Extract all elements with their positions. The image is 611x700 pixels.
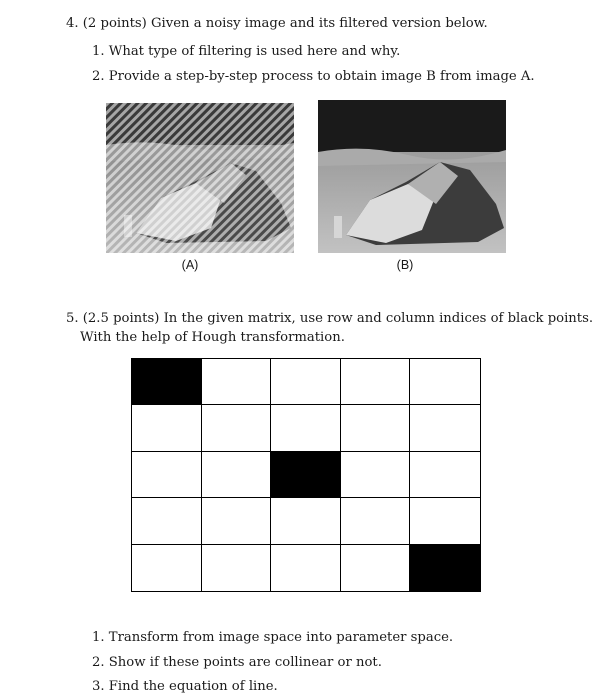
matrix-cell bbox=[202, 405, 272, 451]
matrix-cell-black bbox=[410, 545, 480, 591]
q4-header: 4. (2 points) Given a noisy image and its filtered version below. bbox=[66, 16, 488, 31]
matrix-cell bbox=[132, 452, 202, 498]
matrix-cell bbox=[410, 452, 480, 498]
matrix-cell bbox=[341, 405, 411, 451]
matrix-cell bbox=[341, 498, 411, 544]
matrix-cell-black bbox=[132, 359, 202, 405]
q5-item-1: 1. Transform from image space into parameter space. bbox=[92, 630, 454, 645]
matrix-cell bbox=[410, 498, 480, 544]
q5-header-line2: With the help of Hough transformation. bbox=[80, 330, 345, 345]
matrix-cell bbox=[410, 359, 480, 405]
binary-matrix bbox=[131, 358, 481, 592]
matrix-cell bbox=[202, 359, 272, 405]
matrix-cell bbox=[271, 405, 341, 451]
q4-item-1: 1. What type of filtering is used here and why. bbox=[92, 44, 401, 59]
matrix-cell-black bbox=[271, 452, 341, 498]
matrix-cell bbox=[341, 359, 411, 405]
image-b-filtered bbox=[318, 100, 506, 253]
q5-header-line1: 5. (2.5 points) In the given matrix, use row and column indices of black points. bbox=[66, 311, 594, 326]
matrix-cell bbox=[132, 405, 202, 451]
matrix-cell bbox=[410, 405, 480, 451]
matrix-cell bbox=[132, 545, 202, 591]
caption-a: (A) bbox=[181, 258, 199, 272]
q5-item-2: 2. Show if these points are collinear or not. bbox=[92, 655, 382, 670]
matrix-cell bbox=[271, 359, 341, 405]
matrix-cell bbox=[341, 545, 411, 591]
matrix-cell bbox=[271, 498, 341, 544]
matrix-cell bbox=[202, 545, 272, 591]
matrix-cell bbox=[132, 498, 202, 544]
matrix-cell bbox=[271, 545, 341, 591]
matrix-cell bbox=[202, 498, 272, 544]
q5-item-3: 3. Find the equation of line. bbox=[92, 679, 278, 694]
q4-item-2: 2. Provide a step-by-step process to obtain image B from image A. bbox=[92, 69, 535, 84]
caption-b: (B) bbox=[396, 258, 414, 272]
matrix-cell bbox=[202, 452, 272, 498]
image-a-noisy bbox=[106, 103, 294, 253]
matrix-cell bbox=[341, 452, 411, 498]
